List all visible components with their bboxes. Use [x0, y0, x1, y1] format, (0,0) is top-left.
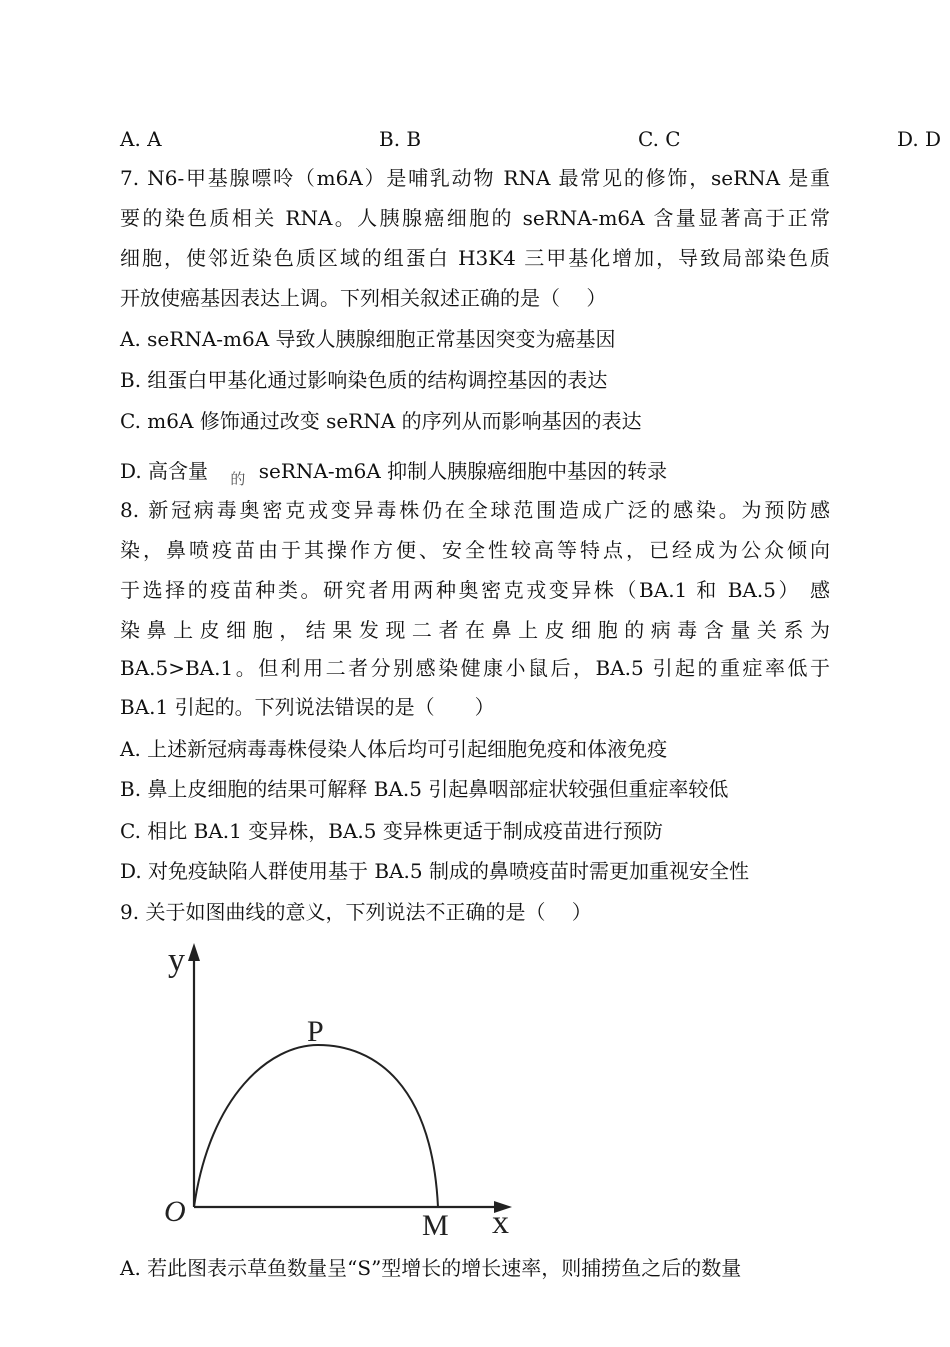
end-label: M [422, 1209, 449, 1242]
origin-label: O [164, 1195, 186, 1228]
q7-option-b: B. 组蛋白甲基化通过影响染色质的结构调控基因的表达 [120, 368, 608, 392]
q7-option-d-mark: 的 [230, 470, 246, 488]
q6-option-b: B. B [379, 127, 422, 151]
q8-option-a: A. 上述新冠病毒毒株侵染人体后均可引起细胞免疫和体液免疫 [120, 737, 668, 761]
x-axis-label: x [492, 1204, 509, 1241]
q6-option-d: D. D [897, 127, 942, 151]
q7-stem-line-2: 要的染色质相关 RNA。人胰腺癌细胞的 seRNA-m6A 含量显著高于正常 [120, 206, 830, 230]
q7-stem-line-4: 开放使癌基因表达上调。下列相关叙述正确的是（ ） [120, 286, 607, 310]
q9-curve-graph [150, 935, 530, 1245]
y-axis-arrow [188, 943, 200, 961]
q8-stem-line-6: BA.1 引起的。下列说法错误的是（ ） [120, 695, 495, 719]
q6-option-c: C. C [638, 127, 681, 151]
q8-option-d: D. 对免疫缺陷人群使用基于 BA.5 制成的鼻喷疫苗时需更加重视安全性 [120, 859, 749, 883]
q7-option-d-prefix: D. 高含量 [120, 459, 209, 483]
q8-stem-line-2: 染，鼻喷疫苗由于其操作方便、安全性较高等特点，已经成为公众倾向 [120, 538, 830, 562]
q6-option-a: A. A [120, 127, 162, 151]
q7-option-c: C. m6A 修饰通过改变 seRNA 的序列从而影响基因的表达 [120, 409, 642, 433]
peak-label: P [307, 1015, 324, 1048]
growth-curve [194, 1045, 438, 1207]
q7-option-a: A. seRNA-m6A 导致人胰腺细胞正常基因突变为癌基因 [120, 327, 616, 351]
q8-stem-line-1: 8. 新冠病毒奥密克戎变异毒株仍在全球范围造成广泛的感染。为预防感 [120, 498, 830, 522]
q9-option-a: A. 若此图表示草鱼数量呈“S”型增长的增长速率，则捕捞鱼之后的数量 [120, 1256, 742, 1280]
q7-option-d-suffix: seRNA-m6A 抑制人胰腺癌细胞中基因的转录 [258, 459, 668, 483]
q7-option-d [120, 458, 668, 488]
q7-stem-line-1: 7. N6-甲基腺嘌呤（m6A）是哺乳动物 RNA 最常见的修饰，seRNA 是重 [120, 166, 830, 190]
q8-stem-line-3: 于选择的疫苗种类。研究者用两种奥密克戎变异株（BA.1 和 BA.5） 感 [120, 578, 830, 602]
y-axis-label: y [168, 942, 185, 979]
q8-stem-line-4: 染鼻上皮细胞，结果发现二者在鼻上皮细胞的病毒含量关系为 [120, 618, 830, 642]
q9-stem: 9. 关于如图曲线的意义，下列说法不正确的是（ ） [120, 900, 592, 924]
q8-stem-line-5: BA.5>BA.1。但利用二者分别感染健康小鼠后，BA.5 引起的重症率低于 [120, 656, 830, 680]
q8-option-b: B. 鼻上皮细胞的结果可解释 BA.5 引起鼻咽部症状较强但重症率较低 [120, 777, 729, 801]
q8-option-c: C. 相比 BA.1 变异株，BA.5 变异株更适于制成疫苗进行预防 [120, 819, 663, 843]
q7-stem-line-3: 细胞，使邻近染色质区域的组蛋白 H3K4 三甲基化增加，导致局部染色质 [120, 246, 830, 270]
